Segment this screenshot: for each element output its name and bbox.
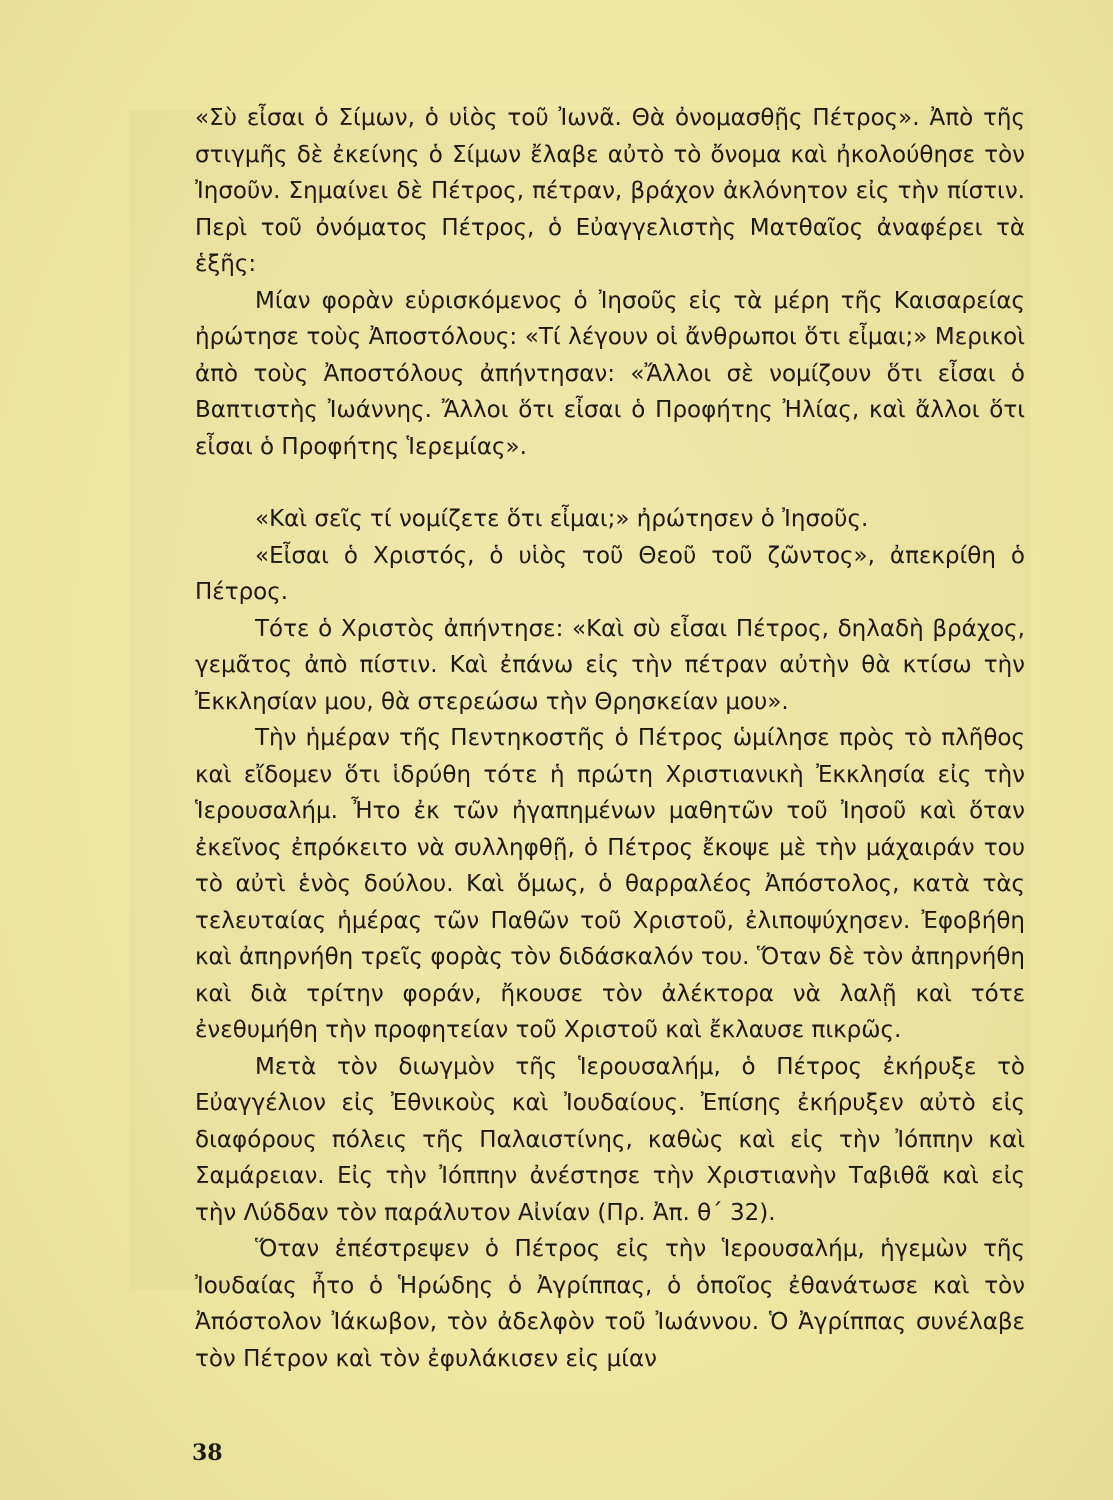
paragraph-5: Τότε ὁ Χριστὸς ἀπήντησε: «Καὶ σὺ εἶσαι Πέτρος, δηλαδὴ βράχος, γεμᾶτος ἀπὸ πίστιν. Καὶ ἐπάνω εἰς τὴν πέτραν αὐτὴν θὰ κτίσω τὴν Ἐκκλησίαν μου, θὰ στερεώσω τὴν Θρησκείαν μου». xyxy=(195,615,1025,715)
paragraph-1: «Σὺ εἶσαι ὁ Σίμων, ὁ υἱὸς τοῦ Ἰωνᾶ. Θὰ ὀνομασθῇς Πέτρος». Ἀπὸ τῆς στιγμῆς δὲ ἐκείνης ὁ Σίμων ἔλαβε αὐτὸ τὸ ὄνομα καὶ ἠκολούθησε τὸν Ἰησοῦν. Σημαίνει δὲ Πέτρος, πέτραν, βράχον ἀκλόνητον εἰς τὴν πίστιν. Περὶ τοῦ ὀνόματος Πέτρος, ὁ Εὐαγγελιστὴς Ματθαῖος ἀναφέρει τὰ ἑξῆς: xyxy=(195,105,1025,277)
paragraph-7: Μετὰ τὸν διωγμὸν τῆς Ἱερουσαλήμ, ὁ Πέτρος ἐκήρυξε τὸ Εὐαγγέλιον εἰς Ἐθνικοὺς καὶ Ἰουδαίους. Ἐπίσης ἐκήρυξεν αὐτὸ εἰς διαφόρους πόλεις τῆς Παλαιστίνης, καθὼς καὶ εἰς τὴν Ἰόππην καὶ Σαμάρειαν. Εἰς τὴν Ἰόππην ἀνέστησε τὴν Χριστιανὴν Ταβιθᾶ καὶ εἰς τὴν Λύδδαν τὸν παράλυτον Αἰνίαν (Πρ. Ἀπ. θ΄ 32). xyxy=(195,1053,1025,1226)
page-number: 38 xyxy=(192,1440,223,1466)
paragraph-3: «Καὶ σεῖς τί νομίζετε ὅτι εἶμαι;» ἠρώτησεν ὁ Ἰησοῦς. xyxy=(255,506,869,532)
spacer xyxy=(195,465,1025,501)
paragraph-2: Μίαν φορὰν εὑρισκόμενος ὁ Ἰησοῦς εἰς τὰ μέρη τῆς Καισαρείας ἠρώτησε τοὺς Ἀποστόλους: «Τί λέγουν οἱ ἄνθρωποι ὅτι εἶμαι;» Μερικοὶ ἀπὸ τοὺς Ἀποστόλους ἀπήντησαν: «Ἄλλοι σὲ νομίζουν ὅτι εἶσαι ὁ Βαπτιστὴς Ἰωάννης. Ἄλλοι ὅτι εἶσαι ὁ Προφήτης Ἠλίας, καὶ ἄλλοι ὅτι εἶσαι ὁ Προφήτης Ἱερεμίας». xyxy=(195,287,1025,460)
paragraph-6: Τὴν ἡμέραν τῆς Πεντηκοστῆς ὁ Πέτρος ὡμίλησε πρὸς τὸ πλῆθος καὶ εἴδομεν ὅτι ἱδρύθη τότε ἡ πρώτη Χριστιανικὴ Ἐκκλησία εἰς τὴν Ἱερουσαλήμ. Ἦτο ἐκ τῶν ἠγαπημένων μαθητῶν τοῦ Ἰησοῦ καὶ ὅταν ἐκεῖνος ἐπρόκειτο νὰ συλληφθῇ, ὁ Πέτρος ἔκοψε μὲ τὴν μάχαιράν του τὸ αὐτὶ ἑνὸς δούλου. Καὶ ὅμως, ὁ θαρραλέος Ἀπόστολος, κατὰ τὰς τελευταίας ἡμέρας τῶν Παθῶν τοῦ Χριστοῦ, ἐλιποψύχησεν. Ἐφοβήθη καὶ ἀπηρνήθη τρεῖς φορὰς τὸν διδάσκαλόν του. Ὅταν δὲ τὸν ἀπηρνήθη καὶ διὰ τρίτην φοράν, ἤκουσε τὸν ἀλέκτορα νὰ λαλῇ καὶ τότε ἐνεθυμήθη τὴν προφητείαν τοῦ Χριστοῦ καὶ ἔκλαυσε πικρῶς. xyxy=(195,725,1025,1043)
body-text xyxy=(195,100,1025,1377)
paragraph-4: «Εἶσαι ὁ Χριστός, ὁ υἱὸς τοῦ Θεοῦ τοῦ ζῶντος», ἀπεκρίθη ὁ Πέτρος. xyxy=(195,542,1025,605)
paragraph-8: Ὅταν ἐπέστρεψεν ὁ Πέτρος εἰς τὴν Ἱερουσαλήμ, ἡγεμὼν τῆς Ἰουδαίας ἦτο ὁ Ἡρώδης ὁ Ἀγρίππας, ὁ ὁποῖος ἐθανάτωσε καὶ τὸν Ἀπόστολον Ἰάκωβον, τὸν ἀδελφὸν τοῦ Ἰωάννου. Ὁ Ἀγρίππας συνέλαβε τὸν Πέτρον καὶ τὸν ἐφυλάκισεν εἰς μίαν xyxy=(195,1236,1025,1372)
